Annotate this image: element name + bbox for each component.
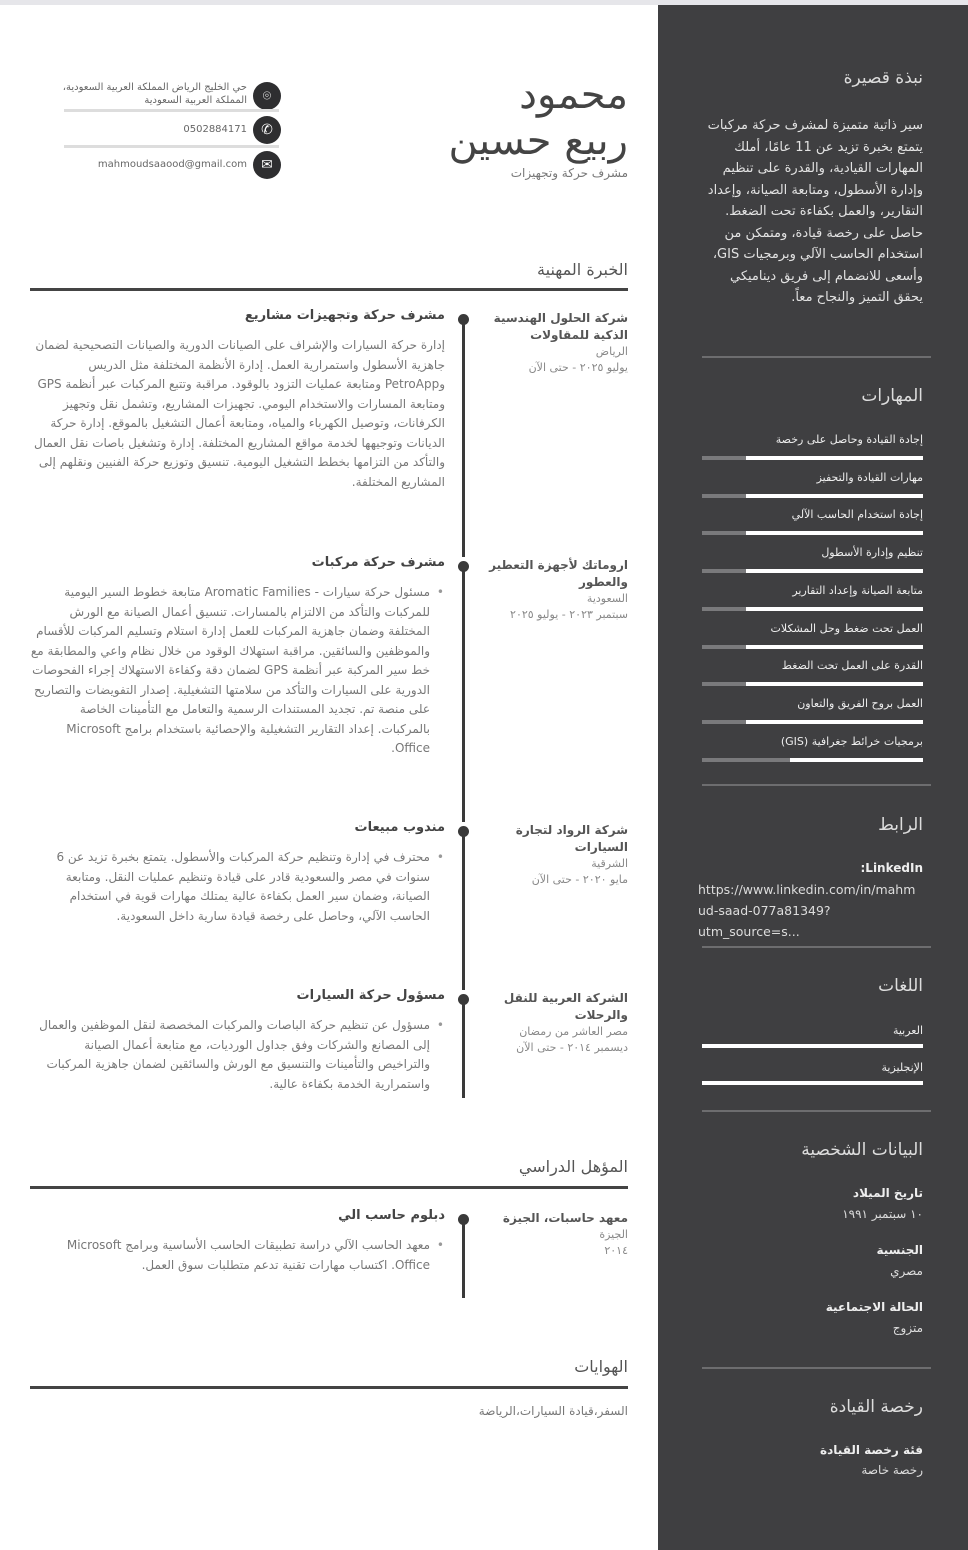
timeline-line (462, 1219, 465, 1298)
company-name: شركة الحلول الهندسية الذكية للمقاولات (493, 311, 628, 342)
language-level-bar (702, 1044, 923, 1048)
skill-level-fill (746, 720, 923, 724)
hobbies-text: السفر،قيادة السيارات،الرياضة (478, 1404, 628, 1418)
role-description: • معهد الحاسب الآلي دراسة تطبيقات الحاسب الأساسية وبرامج Microsoft Office. اكتساب مهارات تقنية تدعم متطلبات سوق العمل. (30, 1236, 430, 1275)
company-name: معهد حاسبات، الجيزة (502, 1211, 628, 1225)
last-name: ربيع حسين (448, 118, 628, 164)
role-title: مسؤول حركة السيارات (296, 988, 445, 1003)
skill-level-fill (746, 456, 923, 460)
location: مصر العاشر من رمضان (519, 1025, 628, 1038)
personal-label: الحالة الاجتماعية (825, 1300, 923, 1314)
dates: مايو ٢٠٢٠ - حتى الآن (531, 873, 628, 886)
skill-level-bar (702, 494, 923, 498)
languages-heading: اللغات (878, 976, 923, 996)
skill-label: متابعة الصيانة وإعداد التقارير (792, 583, 923, 597)
personal-label: تاريخ الميلاد (852, 1186, 923, 1200)
skill-level-bar (702, 758, 923, 762)
contact-phone[interactable]: 0502884171 (183, 124, 247, 135)
section-rule (30, 1186, 628, 1189)
linkedin-url-line2[interactable]: ud-saad-077a81349?utm_source=s... (698, 903, 831, 939)
skill-level-bar (702, 456, 923, 460)
about-heading: نبذة قصيرة (843, 68, 923, 88)
skill-level-bar (702, 607, 923, 611)
language-level-fill (702, 1081, 923, 1085)
personal-label: الجنسية (876, 1243, 923, 1257)
job-title: مشرف حركة وتجهيزات (510, 166, 628, 180)
location: الشرقية (591, 857, 628, 870)
location: الرياض (595, 345, 628, 358)
role-description: • محترف في إدارة وتنظيم حركة المركبات والأسطول. يتمتع بخبرة تزيد عن 6 سنوات في مصر والسعودية قادر على قيادة وتنظيم عمليات النقل. ومتابعة الصيانة، وضمان سير العمل بكفاءة عالية يمتلك مهارات قوية في استخدام الحاسب الآلي، وحاصل على رخصة قيادة سارية داخل السعودية. (30, 848, 430, 926)
skill-level-bar (702, 682, 923, 686)
location: السعودية (586, 592, 628, 605)
skill-label: برمجيات خرائط جغرافية (GIS) (780, 734, 923, 748)
skills-heading: المهارات (861, 386, 923, 406)
personal-value: ١٠ سبتمبر ١٩٩١ (842, 1207, 923, 1221)
timeline-line (462, 999, 465, 1098)
timeline-line (462, 319, 465, 557)
skill-level-bar (702, 720, 923, 724)
company-name: الشركة العربية للنقل والرحلات (503, 991, 628, 1022)
personal-value: مصري (890, 1264, 923, 1278)
timeline-line (462, 831, 465, 990)
skill-level-bar (702, 531, 923, 535)
divider (702, 946, 931, 948)
personal-value: متزوج (892, 1321, 923, 1335)
skill-label: القدرة على العمل تحت الضغط (781, 659, 923, 673)
links-heading: الرابط (878, 815, 923, 835)
role-title: مندوب مبيعات (354, 820, 445, 835)
skill-label: إجادة استخدام الحاسب الآلي (791, 508, 923, 522)
company-name: اروماتك لأجهزة التعطير والعطور (489, 558, 628, 589)
role-title: مشرف حركة وتجهيزات مشاريع (244, 308, 445, 323)
skill-level-bar (702, 645, 923, 649)
license-label: فئة رخصة القيادة (820, 1443, 923, 1457)
phone-icon: ✆ (253, 116, 281, 144)
role-title: دبلوم حاسب الي (338, 1208, 445, 1223)
divider (702, 784, 931, 786)
hobbies-heading: الهوايات (574, 1357, 628, 1376)
linkedin-url-line1[interactable]: https://www.linkedin.com/in/mahm (698, 882, 916, 897)
skill-level-bar (702, 569, 923, 573)
divider (702, 1110, 931, 1112)
personal-heading: البيانات الشخصية (801, 1140, 923, 1160)
section-rule (30, 1386, 628, 1389)
skill-level-fill (746, 682, 923, 686)
skill-level-fill (746, 607, 923, 611)
skill-level-fill (746, 531, 923, 535)
experience-heading: الخبرة المهنية (537, 260, 628, 279)
role-description: • مسئول حركة سيارات - Aromatic Families متابعة خطوط السير اليومية للمركبات والتأكد من الالتزام بالمسارات. تنسيق أعمال الصيانة مع الورش المختلفة وضمان جاهزية المركبات للعمل إدارة استلام وتسليم المركبات للأقسام والموظفين والسائقين. مراقبة استهلاك الوقود من خلال نظام واعي والمطابقة مع خط سير المركبة عبر أنظمة GPS لضمان دقة وكفاءة الاستهلاك إجراء الفحوصات الدورية على السيارات والتأكد من سلامتها التشغيلية. إصدار التفويضات والتصاريح على منصة تم. تجديد المستندات الرسمية والتعامل مع التأمينات الخاصة بالمركبات. إعداد التقارير التشغيلية والإحصائية باستخدام برامج Microsoft Office. (30, 583, 430, 759)
divider (64, 109, 279, 112)
divider (64, 145, 279, 148)
dates: ديسمبر ٢٠١٤ - حتى الآن (516, 1041, 628, 1054)
contact-address: حي الخليج الرياض المملكة العربية السعودية، المملكة العربية السعودية (62, 82, 247, 106)
language-label: العربية (892, 1024, 923, 1037)
role-title: مشرف حركة مركبات (311, 555, 445, 570)
license-value: رخصة خاصة (861, 1463, 923, 1477)
skill-level-fill (746, 569, 923, 573)
language-label: الإنجليزية (881, 1061, 923, 1074)
sidebar (658, 5, 968, 1550)
envelope-icon: ✉ (253, 151, 281, 179)
section-rule (30, 288, 628, 291)
skill-label: إجادة القيادة وحاصل على رخصة (775, 433, 923, 446)
skill-level-fill (746, 494, 923, 498)
linkedin-label: LinkedIn: (860, 861, 923, 875)
company-name: شركة الرواد لتجارة السيارات (515, 823, 628, 854)
skill-label: العمل تحت ضغط وحل المشكلات (770, 621, 923, 635)
license-heading: رخصة القيادة (829, 1397, 923, 1417)
dates: ٢٠١٤ (604, 1244, 628, 1257)
first-name: محمود (519, 72, 628, 118)
role-description: إدارة حركة السيارات والإشراف على الصيانات الدورية والصيانات التصحيحية لضمان جاهزية الأسطول واستمرارية العمل. إدارة الأنظمة المختلفة مثل الدريس وPetroApp ومتابعة عمليات التزود بالوقود. مراقبة وتتبع المركبات عبر أنظمة GPS ومتابعة المسارات والاستخدام اليومي. تجهيزات المشاريع، وتشمل نقل وتجهيز الكرفانات، وتوصيل الكهرباء والمياه، ومتابعة أعمال التشغيل بالموقع. إدارة حركة الديانات وتوجيهها لخدمة مواقع المشاريع المختلفة. إدارة وتشغيل باصات نقل العمال والتأكد من التزامها بخطط التشغيل اليومية. تنسيق وتوزيع حركة الفنيين ونقلهم إلى المشاريع المختلفة. (33, 338, 445, 489)
divider (702, 356, 931, 358)
contact-email[interactable]: mahmoudsaaood@gmail.com (97, 159, 247, 170)
education-heading: المؤهل الدراسي (518, 1157, 628, 1176)
linkedin-link[interactable] (698, 879, 923, 942)
skill-level-fill (746, 645, 923, 649)
about-text: سير ذاتية متميزة لمشرف حركة مركبات يتمتع بخبرة تزيد عن 11 عامًا، أملك المهارات القيادية، والقدرة على تنظيم وإدارة الأسطول، ومتابعة الصيانة، وإعداد التقارير، والعمل بكفاءة تحت الضغط. حاصل على رخصة قيادة، ومتمكن من استخدام الحاسب الآلي وبرمجيات GIS، وأسعى للانضمام إلى فريق ديناميكي يحقق التميز والنجاح معاً. (707, 118, 923, 305)
language-level-fill (702, 1044, 923, 1048)
language-level-bar (702, 1081, 923, 1085)
divider (702, 1367, 931, 1369)
skill-label: مهارات القيادة والتحفيز (816, 470, 923, 484)
location: الجيزة (599, 1228, 628, 1241)
dates: يوليو ٢٠٢٥ - حتى الآن (528, 361, 628, 374)
skill-label: تنظيم وإدارة الأسطول (821, 546, 923, 560)
location-pin-icon: ⌾ (253, 82, 281, 110)
skill-label: العمل بروح الفريق والتعاون (797, 696, 923, 710)
dates: سبتمبر ٢٠٢٣ - يوليو ٢٠٢٥ (510, 608, 628, 621)
role-description: • مسؤول عن تنظيم حركة الباصات والمركبات المخصصة لنقل الموظفين والعمال إلى المصانع والشركات وفق جداول الورديات، مع متابعة أعمال الصيانة والتراخيص والتأمينات والتنسيق مع الورش والسائقين لضمان جاهزية المركبات واستمرارية الخدمة بكفاءة عالية. (30, 1016, 430, 1094)
skill-level-fill (790, 758, 923, 762)
timeline-line (462, 566, 465, 822)
